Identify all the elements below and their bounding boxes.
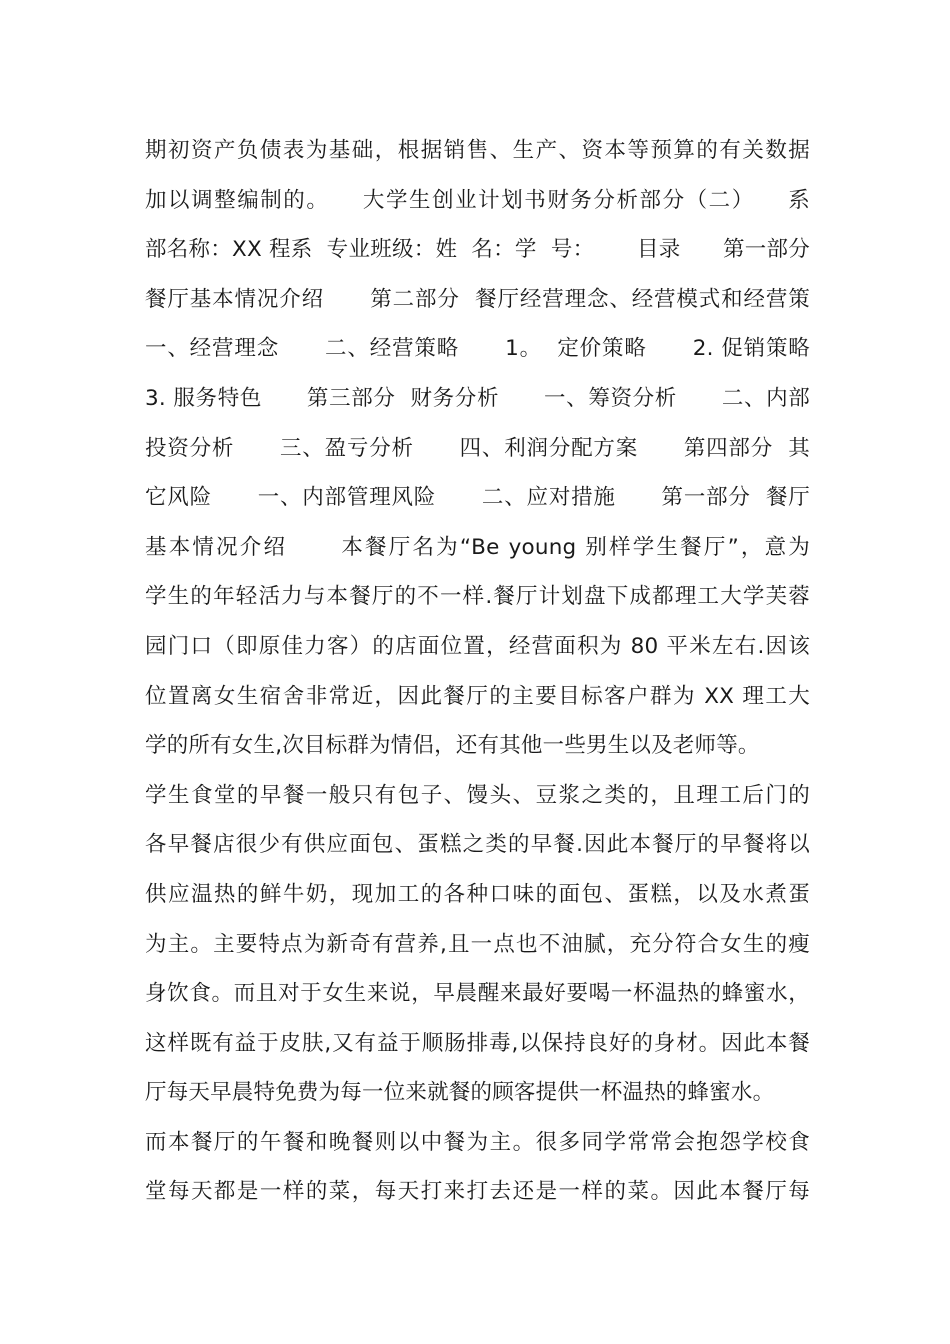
text-line: 一、经营理念 二、经营策略 1。 定价策略 2. 促销策略 [145,336,810,362]
text-line: 各早餐店很少有供应面包、蛋糕之类的早餐.因此本餐厅的早餐将以 [145,832,810,858]
text-line: 投资分析 三、盈亏分析 四、利润分配方案 第四部分 其 [145,435,810,461]
text-line: 期初资产负债表为基础，根据销售、生产、资本等预算的有关数据 [145,138,810,163]
text-line: 部名称：XX 程系 专业班级：姓 名：学 号： 目录 第一部分 [145,237,810,263]
text-line: 加以调整编制的。 大学生创业计划书财务分析部分（二） 系 [145,187,810,213]
text-line: 堂每天都是一样的菜，每天打来打去还是一样的菜。因此本餐厅每 [145,1179,810,1205]
body-text [145,126,810,1217]
text-line: 餐厅基本情况介绍 第二部分 餐厅经营理念、经营模式和经营策 [145,286,810,312]
text-line: 学生食堂的早餐一般只有包子、馒头、豆浆之类的，且理工后门的 [145,782,810,808]
text-line: 它风险 一、内部管理风险 二、应对措施 第一部分 餐厅 [145,485,810,511]
text-line: 位置离女生宿舍非常近，因此餐厅的主要目标客户群为 XX 理工大 [145,683,810,709]
text-line: 园门口（即原佳力客）的店面位置，经营面积为 80 平米左右.因该 [145,633,810,659]
text-line: 基本情况介绍 本餐厅名为“Be young 别样学生餐厅”，意为 [145,534,810,560]
text-line: 学生的年轻活力与本餐厅的不一样.餐厅计划盘下成都理工大学芙蓉 [145,584,810,610]
text-line: 而本餐厅的午餐和晚餐则以中餐为主。很多同学常常会抱怨学校食 [145,1129,810,1155]
text-line: 为主。主要特点为新奇有营养,且一点也不油腻，充分符合女生的瘦 [145,931,810,957]
text-line: 3. 服务特色 第三部分 财务分析 一、筹资分析 二、内部 [145,385,810,411]
text-line: 厅每天早晨特免费为每一位来就餐的顾客提供一杯温热的蜂蜜水。 [145,1080,775,1106]
text-line: 身饮食。而且对于女生来说，早晨醒来最好要喝一杯温热的蜂蜜水， [145,981,810,1007]
text-line: 这样既有益于皮肤,又有益于顺肠排毒,以保持良好的身材。因此本餐 [145,1030,810,1056]
text-line: 学的所有女生,次目标群为情侣，还有其他一些男生以及老师等。 [145,733,760,759]
text-line: 供应温热的鲜牛奶，现加工的各种口味的面包、蛋糕，以及水煮蛋 [145,881,810,907]
